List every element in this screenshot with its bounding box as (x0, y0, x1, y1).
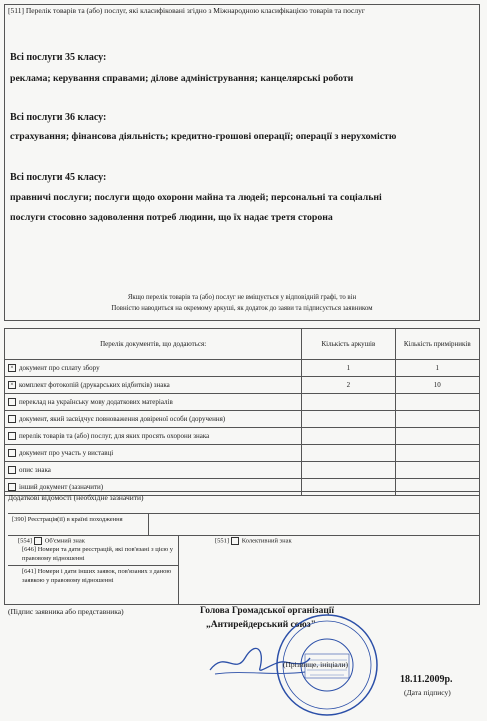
checkbox[interactable] (8, 432, 16, 440)
date-label: (Дата підпису) (404, 688, 451, 697)
table-row (5, 445, 480, 462)
copies-value: 10 (395, 377, 479, 394)
checkbox[interactable] (8, 415, 16, 423)
field-551-label: Колективний знак (241, 537, 292, 545)
sheets-value: 1 (302, 360, 395, 377)
class-36-services: страхування; фінансова діяльність; кредитно-грошові операції; операції з нерухомістю (10, 131, 397, 142)
class-45-services-cont: послуги стосовно задоволення потреб людини, що їх надає третя сторона (10, 212, 333, 223)
doc-label: документ про сплату збору (19, 363, 100, 372)
doc-label: документ про участь у виставці (19, 448, 114, 457)
checkbox-collective-mark[interactable] (231, 537, 239, 545)
field-554-code: [554] (18, 537, 33, 545)
sheets-value: 2 (302, 377, 395, 394)
note-line-1: Якщо перелік товарів та (або) послуг не вміщується у відповідній графі, то він (127, 294, 357, 301)
documents-table (4, 328, 480, 496)
checkbox[interactable] (8, 398, 16, 406)
additional-info-title: Додаткові відомості (необхідне зазначити) (8, 493, 144, 502)
class-35-title: Всі послуги 35 класу: (10, 52, 107, 63)
field-511-label: [511] Перелік товарів та (або) послуг, які класифіковані згідно з Міжнародною класифікацією товарів та послуг (8, 6, 365, 15)
checkbox-checked[interactable]: × (8, 381, 16, 389)
field-641-divider (8, 565, 178, 566)
field-554-divider (8, 535, 480, 536)
class-36-title: Всі послуги 36 класу: (10, 112, 107, 123)
doc-label: комплект фотокопій (друкарських відбитків) знака (19, 380, 170, 389)
field-390-divider (148, 513, 149, 535)
table-row (5, 462, 480, 479)
checkbox[interactable] (8, 483, 16, 491)
field-551 (215, 537, 292, 545)
field-646-divider (178, 535, 179, 605)
col-header-copies: Кількість примірників (395, 329, 479, 360)
class-45-title: Всі послуги 45 класу: (10, 172, 107, 183)
field-554 (18, 537, 85, 545)
signature-date: 18.11.2009р. (400, 674, 453, 685)
checkbox[interactable] (8, 466, 16, 474)
doc-label: опис знака (19, 465, 51, 474)
overflow-note (4, 292, 480, 314)
field-390-label: [390] Реєстрація(ії) в країні походження (12, 516, 123, 523)
note-line-2: Повністю наводиться на окремому аркуші, як додаток до заяви та підписується заявником (111, 305, 373, 312)
class-35-services: реклама; керування справами; ділове адміністрування; канцелярські роботи (10, 73, 354, 84)
doc-label: перелік товарів та (або) послуг, для яких просять охорони знака (19, 431, 210, 440)
checkbox-3d-mark[interactable] (34, 537, 42, 545)
table-row (5, 411, 480, 428)
field-551-code: [551] (215, 537, 230, 545)
table-row (5, 394, 480, 411)
table-row (5, 360, 480, 377)
name-initials-label: (Прізвище, ініціали) (283, 660, 349, 669)
applicant-signature-label: (Підпис заявника або представника) (8, 607, 124, 616)
doc-label: переклад на українську мову додаткових матеріалів (19, 397, 173, 406)
field-646-label: [646] Номери та дати реєстрацій, які пов'язані з цією у правовому відношенні (22, 546, 174, 562)
field-641-label: [641] Номери і дати інших заявок, пов'язаних з даною заявкою у правовому відношенні (22, 568, 172, 584)
doc-label: документ, який засвідчує повноваження довіреної особи (доручення) (19, 414, 226, 423)
class-45-services: правничі послуги; послуги щодо охорони майна та людей; персональні та соціальні (10, 192, 382, 203)
col-header-documents: Перелік документів, що додаються: (5, 329, 302, 360)
table-header (5, 329, 480, 360)
table-row (5, 377, 480, 394)
table-row (5, 428, 480, 445)
org-title-line1: Голова Громадської організації (200, 606, 335, 616)
doc-label: інший документ (зазначити) (19, 482, 104, 491)
col-header-sheets: Кількість аркушів (302, 329, 395, 360)
field-554-label: Об'ємний знак (44, 537, 85, 545)
checkbox-checked[interactable]: × (8, 364, 16, 372)
copies-value: 1 (395, 360, 479, 377)
checkbox[interactable] (8, 449, 16, 457)
org-title-line2: „Антирейдерський союз" (206, 620, 316, 630)
